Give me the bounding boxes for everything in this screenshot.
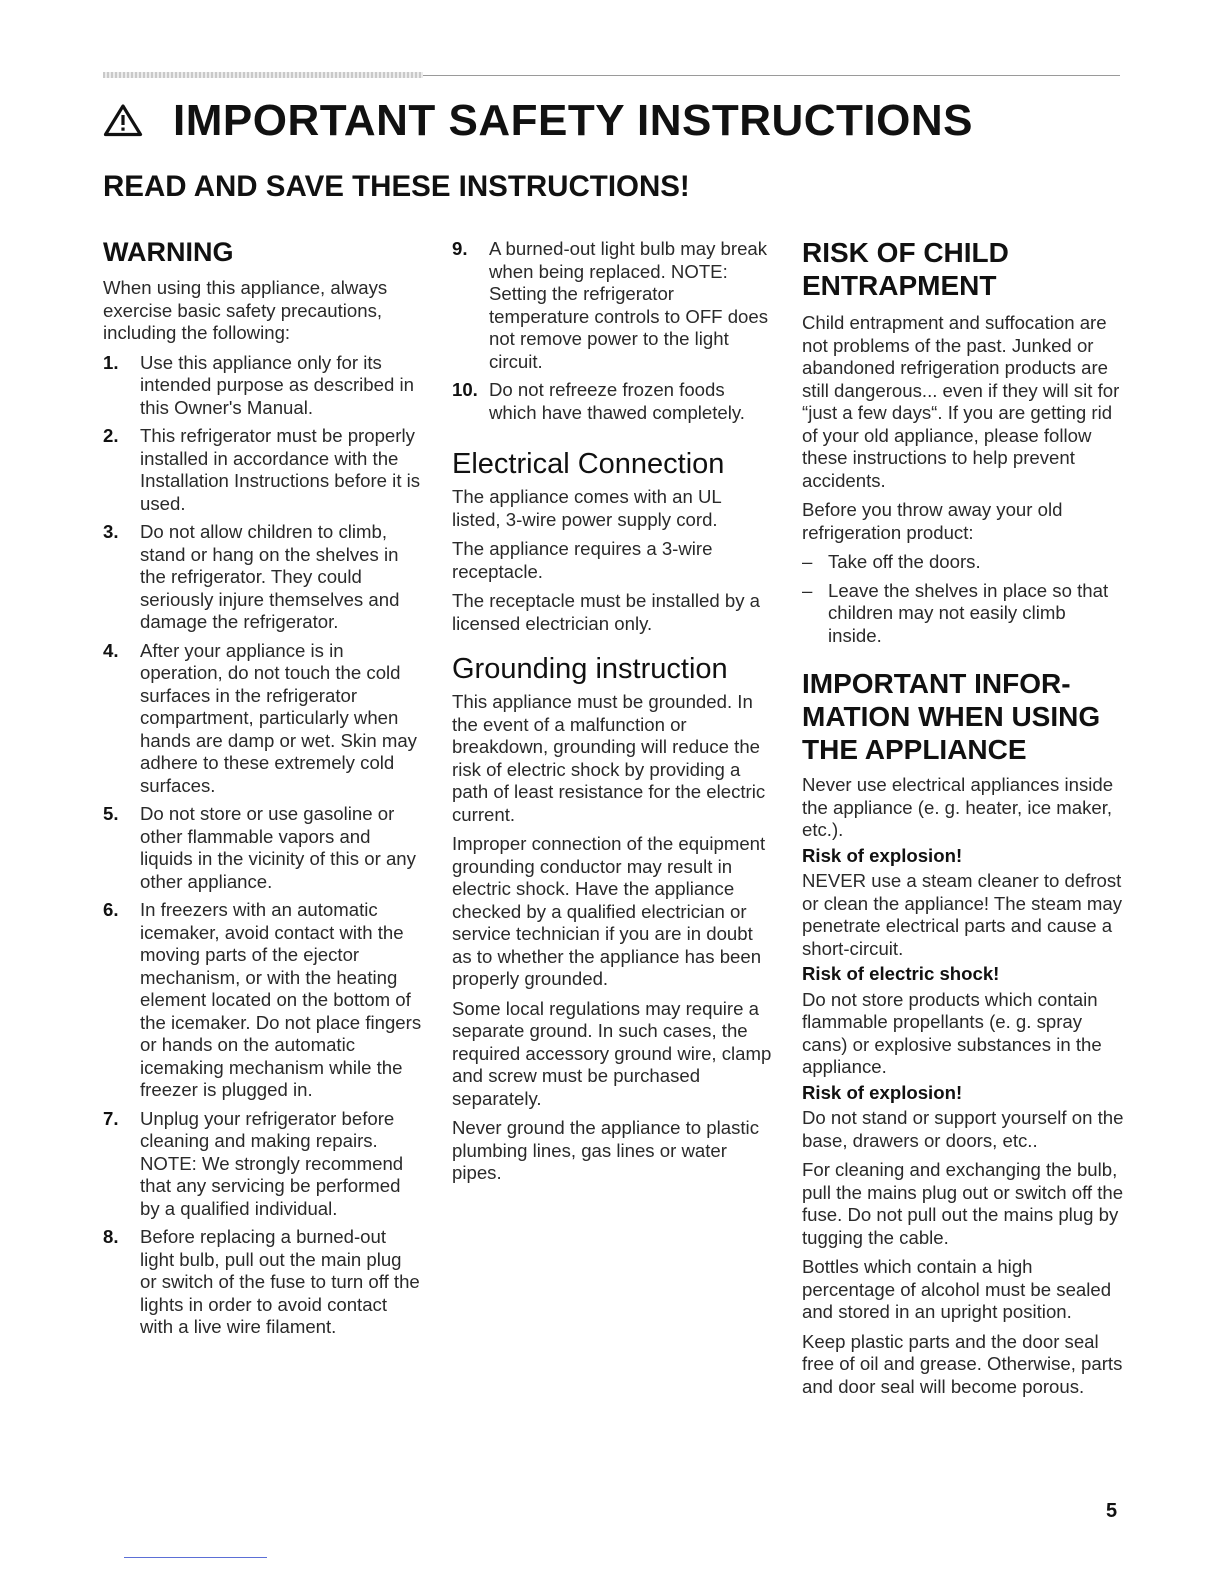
child-paragraph: Before you throw away your old refrigeration product: (802, 499, 1063, 543)
warning-list (103, 352, 423, 1339)
list-item: 6. In freezers with an automatic icemaker, avoid contact with the moving parts of the ejector mechanism, or with the heating element located on the bottom of the icemaker. Do not place fingers or hands on the automatic icemaking mechanism while the freezer is plugged in. (103, 899, 422, 1100)
info-paragraph: Keep plastic parts and the door seal free of oil and grease. Otherwise, parts and door seal will become porous. (802, 1330, 1123, 1397)
list-item: 8. Before replacing a burned-out light bulb, pull out the main plug or switch of the fuse to turn off the lights in order to avoid contact with a live wire filament. (103, 1226, 420, 1337)
list-item: 10. Do not refreeze frozen foods which have thawed completely. (452, 379, 745, 423)
list-item: 4. After your appliance is in operation, do not touch the cold surfaces in the refrigerator compartment, particularly when hands are damp or wet. Skin may adhere to these extremely cold surfaces. (103, 639, 417, 796)
electrical-paragraph: The receptacle must be installed by a licensed electrician only. (452, 590, 760, 634)
column-left (103, 236, 423, 1345)
electrical-heading: Electrical Connection (452, 448, 725, 480)
grounding-paragraph: Some local regulations may require a separate ground. In such cases, the required accessory ground wire, clamp and screw must be purchased separately. (452, 997, 772, 1109)
footer-rule (124, 1557, 267, 1558)
page-title-text: IMPORTANT SAFETY INSTRUCTIONS (173, 96, 973, 145)
risk-label: Risk of explosion! (802, 844, 963, 866)
grounding-paragraph: This appliance must be grounded. In the event of a malfunction or breakdown, grounding will reduce the risk of electric shock by providing a path of least resistance for the electric current. (452, 691, 766, 825)
info-paragraph: NEVER use a steam cleaner to defrost or clean the appliance! The steam may penetrate electrical parts and cause a short-circuit. (802, 870, 1123, 959)
electrical-paragraph: The appliance comes with an UL listed, 3-wire power supply cord. (452, 486, 722, 530)
list-item: 3. Do not allow children to climb, stand or hang on the shelves in the refrigerator. They could seriously injure themselves and damage the refrigerator. (103, 521, 400, 632)
column-middle (452, 238, 774, 1192)
risk-label: Risk of electric shock! (802, 963, 1000, 984)
warning-heading: WARNING (103, 237, 234, 267)
list-item: – Leave the shelves in place so that children may not easily climb inside. (802, 580, 1124, 648)
info-paragraph: Do not store products which contain flammable propellants (e. g. spray cans) or explosive substances in the appliance. (802, 988, 1102, 1077)
list-item: 2. This refrigerator must be properly installed in accordance with the Installation Instructions before it is used. (103, 425, 421, 514)
grounding-paragraph: Improper connection of the equipment grounding conductor may result in electric shock. Have the appliance checked by a qualified electrician or service technician if you are in doubt as to whether the appliance has been properly grounded. (452, 833, 766, 989)
list-item: 9. A burned-out light bulb may break when being replaced. NOTE: Setting the refrigerator temperature controls to OFF does not remove power to the light circuit. (452, 238, 769, 372)
list-item: 7. Unplug your refrigerator before cleaning and making repairs. NOTE: We strongly recommend that any servicing be performed by a qualified individual. (103, 1107, 404, 1219)
column-right (802, 236, 1124, 1405)
info-paragraph: Never use electrical appliances inside the appliance (e. g. heater, ice maker, etc.). (802, 774, 1114, 840)
header-rule-hatch (103, 72, 423, 78)
risk-label: Risk of explosion! (802, 1081, 963, 1103)
page-title (103, 96, 973, 148)
info-paragraph: Do not stand or support yourself on the base, drawers or doors, etc.. (802, 1107, 1124, 1151)
child-list (802, 551, 1124, 647)
electrical-paragraph: The appliance requires a 3-wire receptacle. (452, 538, 713, 582)
warning-triangle-icon (103, 98, 143, 148)
list-item: – Take off the doors. (802, 551, 1124, 574)
child-paragraph: Child entrapment and suffocation are not problems of the past. Junked or abandoned refrigeration products are still dangerous... even if they will sit for “just a few days“. If you are getting rid of your old appliance, please follow these instructions to help prevent accidents. (802, 312, 1120, 491)
page-subtitle: READ AND SAVE THESE INSTRUCTIONS! (103, 170, 690, 203)
grounding-heading: Grounding instruction (452, 653, 728, 685)
child-heading: RISK OF CHILD ENTRAPMENT (802, 237, 1009, 301)
list-item: 5. Do not store or use gasoline or other flammable vapors and liquids in the vicinity of this or any other appliance. (103, 803, 416, 892)
info-paragraph: Bottles which contain a high percentage of alcohol must be sealed and stored in an upright position. (802, 1256, 1112, 1322)
grounding-paragraph: Never ground the appliance to plastic plumbing lines, gas lines or water pipes. (452, 1117, 759, 1183)
info-paragraph: For cleaning and exchanging the bulb, pull the mains plug out or switch off the fuse. Do not pull out the mains plug by tugging the cable. (802, 1159, 1124, 1248)
warning-intro: When using this appliance, always exercise basic safety precautions, including the following: (103, 277, 388, 343)
page-number: 5 (1106, 1500, 1118, 1522)
list-item: 1. Use this appliance only for its intended purpose as described in this Owner's Manual. (103, 351, 414, 418)
warning-list-continued (452, 238, 774, 424)
info-heading: IMPORTANT INFOR- MATION WHEN USING THE APPLIANCE (802, 668, 1101, 765)
